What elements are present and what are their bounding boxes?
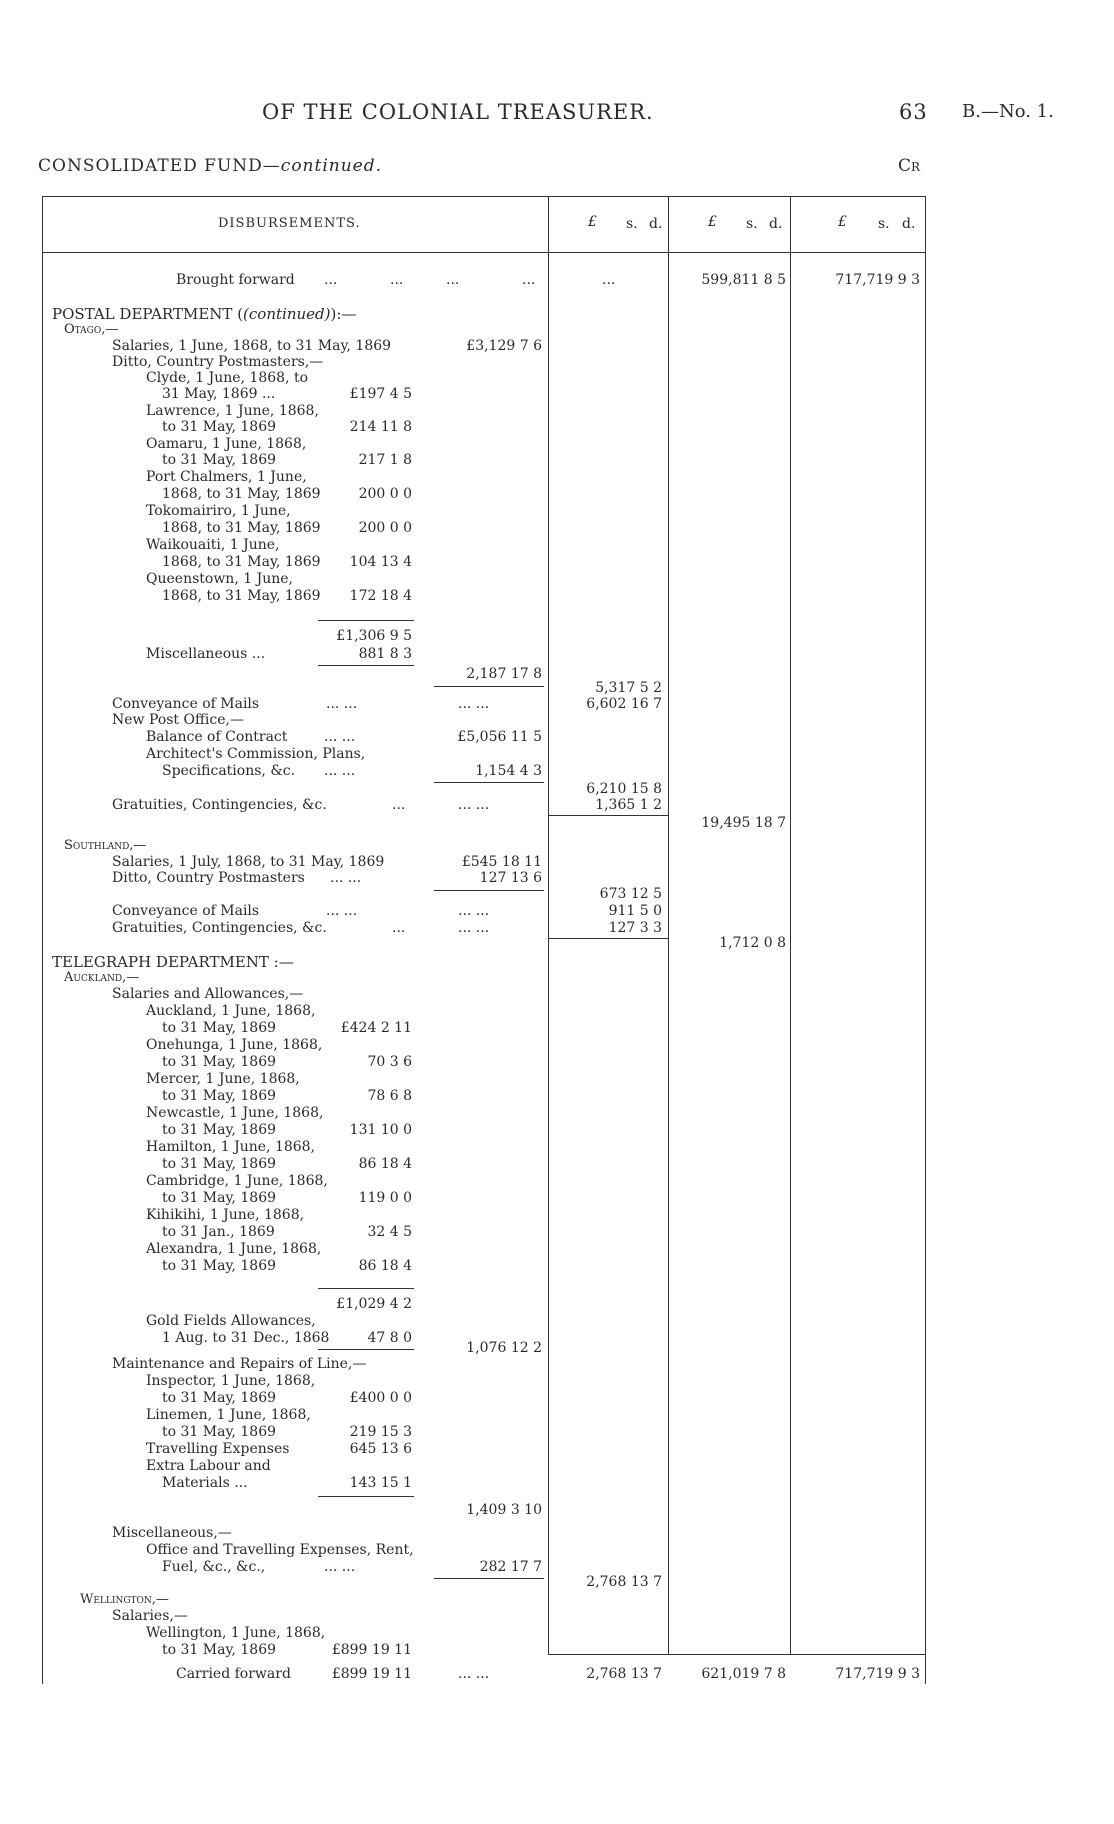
- otago-architect-label: Architect's Commission, Plans,: [146, 746, 366, 762]
- carried-forward-rule: [548, 1654, 926, 1655]
- list-item: to 31 May, 1869: [162, 1020, 277, 1036]
- list-item: 31 May, 1869 ...: [162, 386, 276, 402]
- auckland-misc-detail: Office and Travelling Expenses, Rent,: [146, 1542, 414, 1558]
- southland-conveyance-dots: ... ...: [326, 903, 358, 919]
- otago-conveyance-label: Conveyance of Mails: [112, 696, 260, 712]
- list-item: 1868, to 31 May, 1869: [162, 486, 321, 502]
- brought-forward-dots: ...: [522, 272, 536, 288]
- list-item-amount: 86 18 4: [358, 1156, 412, 1172]
- wellington-item-label: to 31 May, 1869: [162, 1642, 277, 1658]
- auckland-misc-label: Miscellaneous,—: [112, 1525, 232, 1541]
- otago-gratuities-label: Gratuities, Contingencies, &c.: [112, 797, 327, 813]
- auckland-extra-label: Extra Labour and: [146, 1458, 271, 1474]
- southland-gratuities-dots: ...: [392, 920, 406, 936]
- list-item-amount: 200 0 0: [358, 520, 412, 536]
- wellington-item-label: Wellington, 1 June, 1868,: [146, 1625, 326, 1641]
- brought-forward-dots: ...: [602, 272, 616, 288]
- section-title: CONSOLIDATED FUND—continued.: [38, 156, 383, 176]
- list-item-amount: 104 13 4: [349, 554, 412, 570]
- list-item: Auckland, 1 June, 1868,: [146, 1003, 316, 1019]
- subtotal-rule: [434, 890, 544, 891]
- auckland-salaries-subtotal: £1,029 4 2: [336, 1296, 412, 1312]
- list-item: 1868, to 31 May, 1869: [162, 588, 321, 604]
- otago-salaries-amount: £3,129 7 6: [466, 338, 542, 354]
- col3-pence-heading: d.: [902, 216, 916, 232]
- list-item: Port Chalmers, 1 June,: [146, 469, 307, 485]
- carried-forward-dots: ... ...: [458, 1666, 490, 1682]
- list-item: Onehunga, 1 June, 1868,: [146, 1037, 323, 1053]
- otago-label: Otago,—: [64, 322, 119, 337]
- subtotal-rule: [434, 782, 544, 783]
- list-item-amount: 86 18 4: [358, 1258, 412, 1274]
- table-top-rule: [42, 196, 926, 197]
- list-item: to 31 May, 1869: [162, 1190, 277, 1206]
- column-rule-3: [790, 196, 791, 1654]
- list-item-amount: 214 11 8: [349, 419, 412, 435]
- otago-architect-amount: 1,154 4 3: [475, 763, 542, 779]
- brought-forward-col5: 717,719 9 3: [835, 272, 920, 288]
- list-item: Tokomairiro, 1 June,: [146, 503, 291, 519]
- auckland-salaries-label: Salaries and Allowances,—: [112, 986, 304, 1002]
- subtotal-rule: [434, 686, 544, 687]
- list-item-amount: 200 0 0: [358, 486, 412, 502]
- auckland-goldfields-amount: 47 8 0: [367, 1330, 412, 1346]
- southland-country-dots: ... ...: [330, 870, 362, 886]
- table-right-rule: [925, 196, 926, 1684]
- col3-pound-heading: £: [838, 214, 847, 230]
- auckland-misc-dots: ... ...: [324, 1559, 356, 1575]
- southland-salaries-total: 673 12 5: [599, 886, 662, 902]
- col1-shilling-heading: s.: [626, 216, 638, 232]
- carried-forward-col1: £899 19 11: [331, 1666, 412, 1682]
- list-item-amount: £400 0 0: [349, 1390, 412, 1406]
- subtotal-rule: [548, 815, 668, 816]
- page-number: 63: [899, 100, 928, 124]
- brought-forward-dots: ...: [446, 272, 460, 288]
- list-item: to 31 May, 1869: [162, 1088, 277, 1104]
- otago-conveyance-dots: ... ...: [326, 696, 358, 712]
- otago-balance-dots: ... ...: [324, 729, 356, 745]
- carried-forward-col4: 621,019 7 8: [701, 1666, 786, 1682]
- list-item: Newcastle, 1 June, 1868,: [146, 1105, 324, 1121]
- auckland-misc-detail: Fuel, &c., &c.,: [162, 1559, 266, 1575]
- list-item: to 31 May, 1869: [162, 1156, 277, 1172]
- southland-country-label: Ditto, Country Postmasters: [112, 870, 305, 886]
- list-item-amount: 78 6 8: [367, 1088, 412, 1104]
- auckland-travelling-amount: 645 13 6: [349, 1441, 412, 1457]
- southland-conveyance-amount: 911 5 0: [608, 903, 662, 919]
- subtotal-rule: [318, 1349, 414, 1350]
- auckland-goldfields-label: Gold Fields Allowances,: [146, 1313, 316, 1329]
- list-item-amount: £197 4 5: [349, 386, 412, 402]
- southland-total: 1,712 0 8: [719, 935, 786, 951]
- list-item: Inspector, 1 June, 1868,: [146, 1373, 316, 1389]
- list-item: Clyde, 1 June, 1868, to: [146, 370, 309, 386]
- list-item-amount: 119 0 0: [358, 1190, 412, 1206]
- otago-misc-label: Miscellaneous ...: [146, 646, 266, 662]
- otago-architect-label: Specifications, &c.: [162, 763, 296, 779]
- otago-balance-amount: £5,056 11 5: [457, 729, 542, 745]
- southland-conveyance-label: Conveyance of Mails: [112, 903, 260, 919]
- auckland-maintenance-label: Maintenance and Repairs of Line,—: [112, 1356, 367, 1372]
- list-item: Lawrence, 1 June, 1868,: [146, 403, 319, 419]
- credit-side-label: Cr: [898, 156, 921, 176]
- otago-country-total: 2,187 17 8: [466, 666, 542, 682]
- otago-gratuities-amount: 1,365 1 2: [595, 797, 662, 813]
- column-rule-1: [548, 196, 549, 1654]
- subtotal-rule: [434, 1578, 544, 1579]
- otago-conveyance-dots: ... ...: [458, 696, 490, 712]
- list-item: to 31 May, 1869: [162, 452, 277, 468]
- auckland-misc-amount: 282 17 7: [479, 1559, 542, 1575]
- list-item-amount: £424 2 11: [340, 1020, 412, 1036]
- col2-shilling-heading: s.: [746, 216, 758, 232]
- subtotal-rule: [318, 1288, 414, 1289]
- subtotal-rule: [318, 665, 414, 666]
- brought-forward-col4: 599,811 8 5: [701, 272, 786, 288]
- list-item: Mercer, 1 June, 1868,: [146, 1071, 300, 1087]
- subtotal-rule: [318, 620, 414, 621]
- list-item: 1868, to 31 May, 1869: [162, 554, 321, 570]
- subtotal-rule: [318, 1496, 414, 1497]
- list-item: 1868, to 31 May, 1869: [162, 520, 321, 536]
- otago-architect-dots: ... ...: [324, 763, 356, 779]
- auckland-total: 2,768 13 7: [586, 1574, 662, 1590]
- list-item: to 31 May, 1869: [162, 1390, 277, 1406]
- otago-country-subtotal: £1,306 9 5: [336, 628, 412, 644]
- list-item: Alexandra, 1 June, 1868,: [146, 1241, 322, 1257]
- otago-total: 19,495 18 7: [701, 815, 786, 831]
- list-item: to 31 May, 1869: [162, 1054, 277, 1070]
- list-item-amount: 217 1 8: [358, 452, 412, 468]
- wellington-label: Wellington,—: [80, 1592, 169, 1607]
- southland-salaries-amount: £545 18 11: [461, 854, 542, 870]
- list-item-amount: 219 15 3: [349, 1424, 412, 1440]
- col1-pound-heading: £: [588, 214, 597, 230]
- auckland-maintenance-total: 1,409 3 10: [466, 1502, 542, 1518]
- otago-new-post-office-total: 6,210 15 8: [586, 781, 662, 797]
- southland-country-amount: 127 13 6: [479, 870, 542, 886]
- auckland-label: Auckland,—: [64, 970, 140, 985]
- list-item: to 31 May, 1869: [162, 419, 277, 435]
- auckland-travelling-label: Travelling Expenses: [146, 1441, 290, 1457]
- column-rule-2: [668, 196, 669, 1654]
- brought-forward-dots: ...: [390, 272, 404, 288]
- southland-conveyance-dots: ... ...: [458, 903, 490, 919]
- auckland-extra-label: Materials ...: [162, 1475, 248, 1491]
- southland-gratuities-label: Gratuities, Contingencies, &c.: [112, 920, 327, 936]
- otago-conveyance-amount: 6,602 16 7: [586, 696, 662, 712]
- otago-new-post-office-label: New Post Office,—: [112, 712, 244, 728]
- southland-gratuities-dots: ... ...: [458, 920, 490, 936]
- postal-department-heading: POSTAL DEPARTMENT ((continued)):—: [52, 305, 357, 323]
- carried-forward-col5: 717,719 9 3: [835, 1666, 920, 1682]
- list-item-amount: 131 10 0: [349, 1122, 412, 1138]
- list-item: Waikouaiti, 1 June,: [146, 537, 280, 553]
- otago-salaries-total: 5,317 5 2: [595, 680, 662, 696]
- otago-gratuities-dots: ...: [392, 797, 406, 813]
- list-item: Cambridge, 1 June, 1868,: [146, 1173, 328, 1189]
- list-item-amount: 70 3 6: [367, 1054, 412, 1070]
- wellington-item-amount: £899 19 11: [331, 1642, 412, 1658]
- col2-pound-heading: £: [708, 214, 717, 230]
- disbursements-heading: DISBURSEMENTS.: [218, 216, 361, 231]
- col1-pence-heading: d.: [649, 216, 663, 232]
- list-item: Hamilton, 1 June, 1868,: [146, 1139, 316, 1155]
- table-left-rule: [42, 196, 43, 1684]
- list-item-amount: 172 18 4: [349, 588, 412, 604]
- list-item: Queenstown, 1 June,: [146, 571, 293, 587]
- otago-balance-label: Balance of Contract: [146, 729, 288, 745]
- wellington-salaries-label: Salaries,—: [112, 1608, 188, 1624]
- list-item: Linemen, 1 June, 1868,: [146, 1407, 311, 1423]
- otago-gratuities-dots: ... ...: [458, 797, 490, 813]
- header-bottom-rule: [42, 252, 926, 253]
- paper-reference: B.—No. 1.: [962, 101, 1054, 122]
- col2-pence-heading: d.: [769, 216, 783, 232]
- southland-gratuities-amount: 127 3 3: [608, 920, 662, 936]
- auckland-extra-amount: 143 15 1: [349, 1475, 412, 1491]
- subtotal-rule: [548, 938, 668, 939]
- carried-forward-col3: 2,768 13 7: [586, 1666, 662, 1682]
- southland-salaries-label: Salaries, 1 July, 1868, to 31 May, 1869: [112, 854, 385, 870]
- list-item: to 31 Jan., 1869: [162, 1224, 275, 1240]
- otago-country-postmasters-label: Ditto, Country Postmasters,—: [112, 354, 324, 370]
- telegraph-department-heading: TELEGRAPH DEPARTMENT :—: [52, 953, 294, 971]
- list-item: Kihikihi, 1 June, 1868,: [146, 1207, 305, 1223]
- auckland-salaries-total: 1,076 12 2: [466, 1340, 542, 1356]
- southland-label: Southland,—: [64, 838, 147, 853]
- otago-misc-amount: 881 8 3: [358, 646, 412, 662]
- carried-forward-label: Carried forward: [176, 1666, 291, 1682]
- auckland-goldfields-label: 1 Aug. to 31 Dec., 1868: [162, 1330, 330, 1346]
- list-item: to 31 May, 1869: [162, 1258, 277, 1274]
- brought-forward-label: Brought forward: [176, 272, 295, 288]
- col3-shilling-heading: s.: [878, 216, 890, 232]
- list-item: Oamaru, 1 June, 1868,: [146, 436, 307, 452]
- otago-salaries-label: Salaries, 1 June, 1868, to 31 May, 1869: [112, 338, 392, 354]
- page-title: OF THE COLONIAL TREASURER.: [262, 100, 654, 124]
- brought-forward-dots: ...: [324, 272, 338, 288]
- list-item: to 31 May, 1869: [162, 1122, 277, 1138]
- list-item: to 31 May, 1869: [162, 1424, 277, 1440]
- list-item-amount: 32 4 5: [367, 1224, 412, 1240]
